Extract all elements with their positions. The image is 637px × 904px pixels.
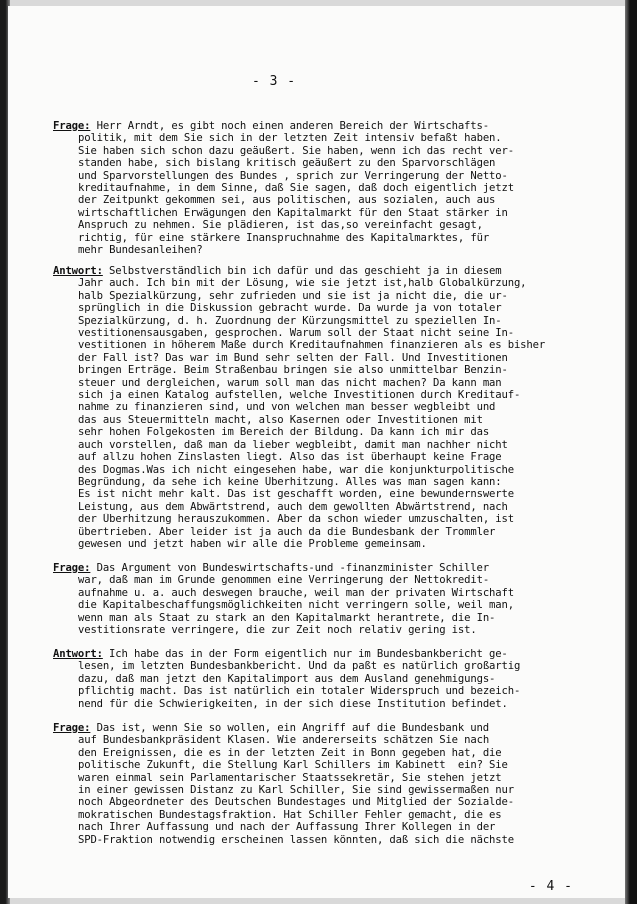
first-line-text: Das Argument von Bundeswirtschafts-und -finanzminister Schiller bbox=[90, 562, 489, 574]
text-line: der Fall ist? Das war im Bund sehr selten der Fall. Und Investitionen bbox=[78, 351, 508, 364]
text-line: kreditaufnahme, in dem Sinne, daß Sie sagen, daß doch eigentlich jetzt bbox=[78, 182, 514, 195]
text-line: und Sparvorstellungen des Bundes , sprich zur Verringerung der Netto- bbox=[78, 169, 508, 182]
text-line: Leistung, aus dem Abwärtstrend, auch dem gewollten Abwärtstrend, nach bbox=[78, 500, 508, 513]
text-line: Sie haben sich schon dazu geäußert. Sie haben, wenn ich das recht ver- bbox=[78, 144, 514, 157]
text-line: vestitionen in höherem Maße durch Kreditaufnahmen finanzieren als es bisher bbox=[78, 339, 546, 352]
answer-block bbox=[53, 648, 581, 710]
text-line: waren einmal sein Parlamentarischer Staatssekretär, Sie stehen jetzt bbox=[78, 771, 502, 784]
answer-block bbox=[53, 265, 581, 550]
text-line: der Zeitpunkt gekommen sei, aus politischen, aus sozialen, auch aus bbox=[78, 194, 496, 207]
question-block bbox=[53, 722, 581, 846]
text-line: mokratischen Bundestagsfraktion. Hat Schiller Fehler gemacht, die es bbox=[78, 808, 502, 821]
speaker-label: Antwort: bbox=[53, 265, 103, 277]
text-line bbox=[53, 648, 581, 660]
text-line: standen habe, sich bislang kritisch geäußert zu den Sparvorschlägen bbox=[78, 157, 496, 170]
text-line: auch vorstellen, daß man da lieber wegbleibt, damit man nachher nicht bbox=[78, 438, 508, 451]
text-line: vestitionsrate verringere, die zur Zeit noch relativ gering ist. bbox=[78, 624, 477, 637]
speaker-label: Antwort: bbox=[53, 648, 103, 660]
text-line: Es ist nicht mehr kalt. Das ist geschafft worden, eine bewundernswerte bbox=[78, 488, 514, 501]
text-line: war, daß man im Grunde genommen eine Verringerung der Nettokredit- bbox=[78, 574, 490, 587]
text-line: pflichtig macht. Das ist natürlich ein totaler Widerspruch und bezeich- bbox=[78, 685, 521, 698]
speaker-label: Frage: bbox=[53, 722, 91, 734]
text-line: nach Ihrer Auffassung und nach der Auffassung Ihrer Kollegen in der bbox=[78, 821, 496, 834]
text-line: vestitionensausgaben, gesprochen. Warum soll der Staat nicht seine In- bbox=[78, 327, 514, 340]
text-line: sprünglich in die Diskussion gebracht wurde. Da wurde ja von totaler bbox=[78, 302, 502, 315]
text-line: übertrieben. Aber leider ist ja auch da die Bundesbank der Trommler bbox=[78, 525, 496, 538]
text-line: politische Zukunft, die Stellung Karl Schillers im Kabinett ein? Sie bbox=[78, 759, 508, 772]
text-line: halb Spezialkürzung, sehr zufrieden und sie ist ja nicht die, die ur- bbox=[78, 289, 508, 302]
text-line: wenn man als Staat zu stark an den Kapitalmarkt herantrete, die In- bbox=[78, 611, 496, 624]
text-line: nend für die Schwierigkeiten, in der sich diese Institution befindet. bbox=[78, 697, 508, 710]
text-line: die Kapitalbeschaffungsmöglichkeiten nicht verringern solle, weil man, bbox=[78, 599, 514, 612]
text-line: Jahr auch. Ich bin mit der Lösung, wie sie jetzt ist,halb Globalkürzung, bbox=[78, 277, 527, 290]
text-line: richtig, für eine stärkere Inanspruchnahme des Kapitalmarktes, für bbox=[78, 231, 490, 244]
text-line: sich ja einen Katalog aufstellen, welche Investitionen durch Kreditauf- bbox=[78, 389, 521, 402]
text-line: das aus Steuermitteln macht, also Kasernen oder Investitionen mit bbox=[78, 413, 483, 426]
speaker-label: Frage: bbox=[53, 562, 91, 574]
text-line: den Ereignissen, die es in der letzten Zeit in Bonn gegeben hat, die bbox=[78, 746, 502, 759]
text-line: wirtschaftlichen Erwägungen den Kapitalmarkt für den Staat stärker in bbox=[78, 206, 508, 219]
question-block bbox=[53, 562, 581, 636]
text-line: auf allzu hohen Zinslasten liegt. Also das ist überhaupt keine Frage bbox=[78, 451, 502, 464]
text-line bbox=[53, 722, 581, 734]
text-line: SPD-Fraktion notwendig erscheinen lassen könnten, daß sich die nächste bbox=[78, 833, 514, 846]
text-line: Begründung, da sehe ich keine Überhitzung. Alles was man sagen kann: bbox=[78, 475, 502, 488]
scan-edge-right bbox=[625, 0, 637, 904]
text-line: mehr Bundesanleihen? bbox=[78, 244, 203, 257]
text-line: noch Abgeordneter des Deutschen Bundestages und Mitglied der Sozialde- bbox=[78, 796, 514, 809]
text-line: des Dogmas.Was ich nicht eingesehen habe, war die konjunkturpolitische bbox=[78, 463, 514, 476]
text-line bbox=[53, 265, 581, 277]
page-number-top: - 3 - bbox=[252, 74, 297, 89]
text-line: Spezialkürzung, d. h. Zuordnung der Kürzungsmittel zu speziellen In- bbox=[78, 314, 502, 327]
text-line: in einer gewissen Distanz zu Karl Schiller, Sie sind gewissermaßen nur bbox=[78, 784, 514, 797]
first-line-text: Selbstverständlich bin ich dafür und das geschieht ja in diesem bbox=[102, 265, 502, 277]
text-line: politik, mit dem Sie sich in der letzten Zeit intensiv befaßt haben. bbox=[78, 132, 502, 145]
first-line-text: Herr Arndt, es gibt noch einen anderen Bereich der Wirtschafts- bbox=[90, 120, 489, 132]
page-number-bottom: - 4 - bbox=[528, 879, 573, 894]
text-line: nahme zu finanzieren sind, und von welchen man besser wegbleibt und bbox=[78, 401, 496, 414]
document-page bbox=[8, 6, 625, 898]
text-line: bringen Erträge. Beim Straßenbau bringen sie also unmittelbar Benzin- bbox=[78, 364, 508, 377]
text-line: auf Bundesbankpräsident Klasen. Wie andererseits schätzen Sie nach bbox=[78, 734, 490, 747]
text-line: aufnahme u. a. auch deswegen brauche, weil man der privaten Wirtschaft bbox=[78, 586, 514, 599]
text-line bbox=[53, 120, 581, 132]
text-line bbox=[53, 562, 581, 574]
text-line: sehr hohen Folgekosten im Bereich der Bildung. Da kann ich mir das bbox=[78, 426, 490, 439]
first-line-text: Ich habe das in der Form eigentlich nur im Bundesbankbericht ge- bbox=[102, 648, 508, 660]
text-line: Anspruch zu nehmen. Sie plädieren, ist das,so vereinfacht gesagt, bbox=[78, 219, 483, 232]
text-line: der Überhitzung herauszukommen. Aber da schon wieder umzuschalten, ist bbox=[78, 513, 514, 526]
first-line-text: Das ist, wenn Sie so wollen, ein Angriff auf die Bundesbank und bbox=[90, 722, 489, 734]
text-line: steuer und dergleichen, warum soll man das nicht machen? Da kann man bbox=[78, 376, 502, 389]
text-line: lesen, im letzten Bundesbankbericht. Und da paßt es natürlich großartig bbox=[78, 660, 521, 673]
question-block bbox=[53, 120, 581, 256]
text-line: dazu, daß man jetzt den Kapitalimport aus dem Ausland genehmigungs- bbox=[78, 672, 496, 685]
text-line: gewesen und jetzt haben wir alle die Probleme gemeinsam. bbox=[78, 537, 427, 550]
speaker-label: Frage: bbox=[53, 120, 91, 132]
